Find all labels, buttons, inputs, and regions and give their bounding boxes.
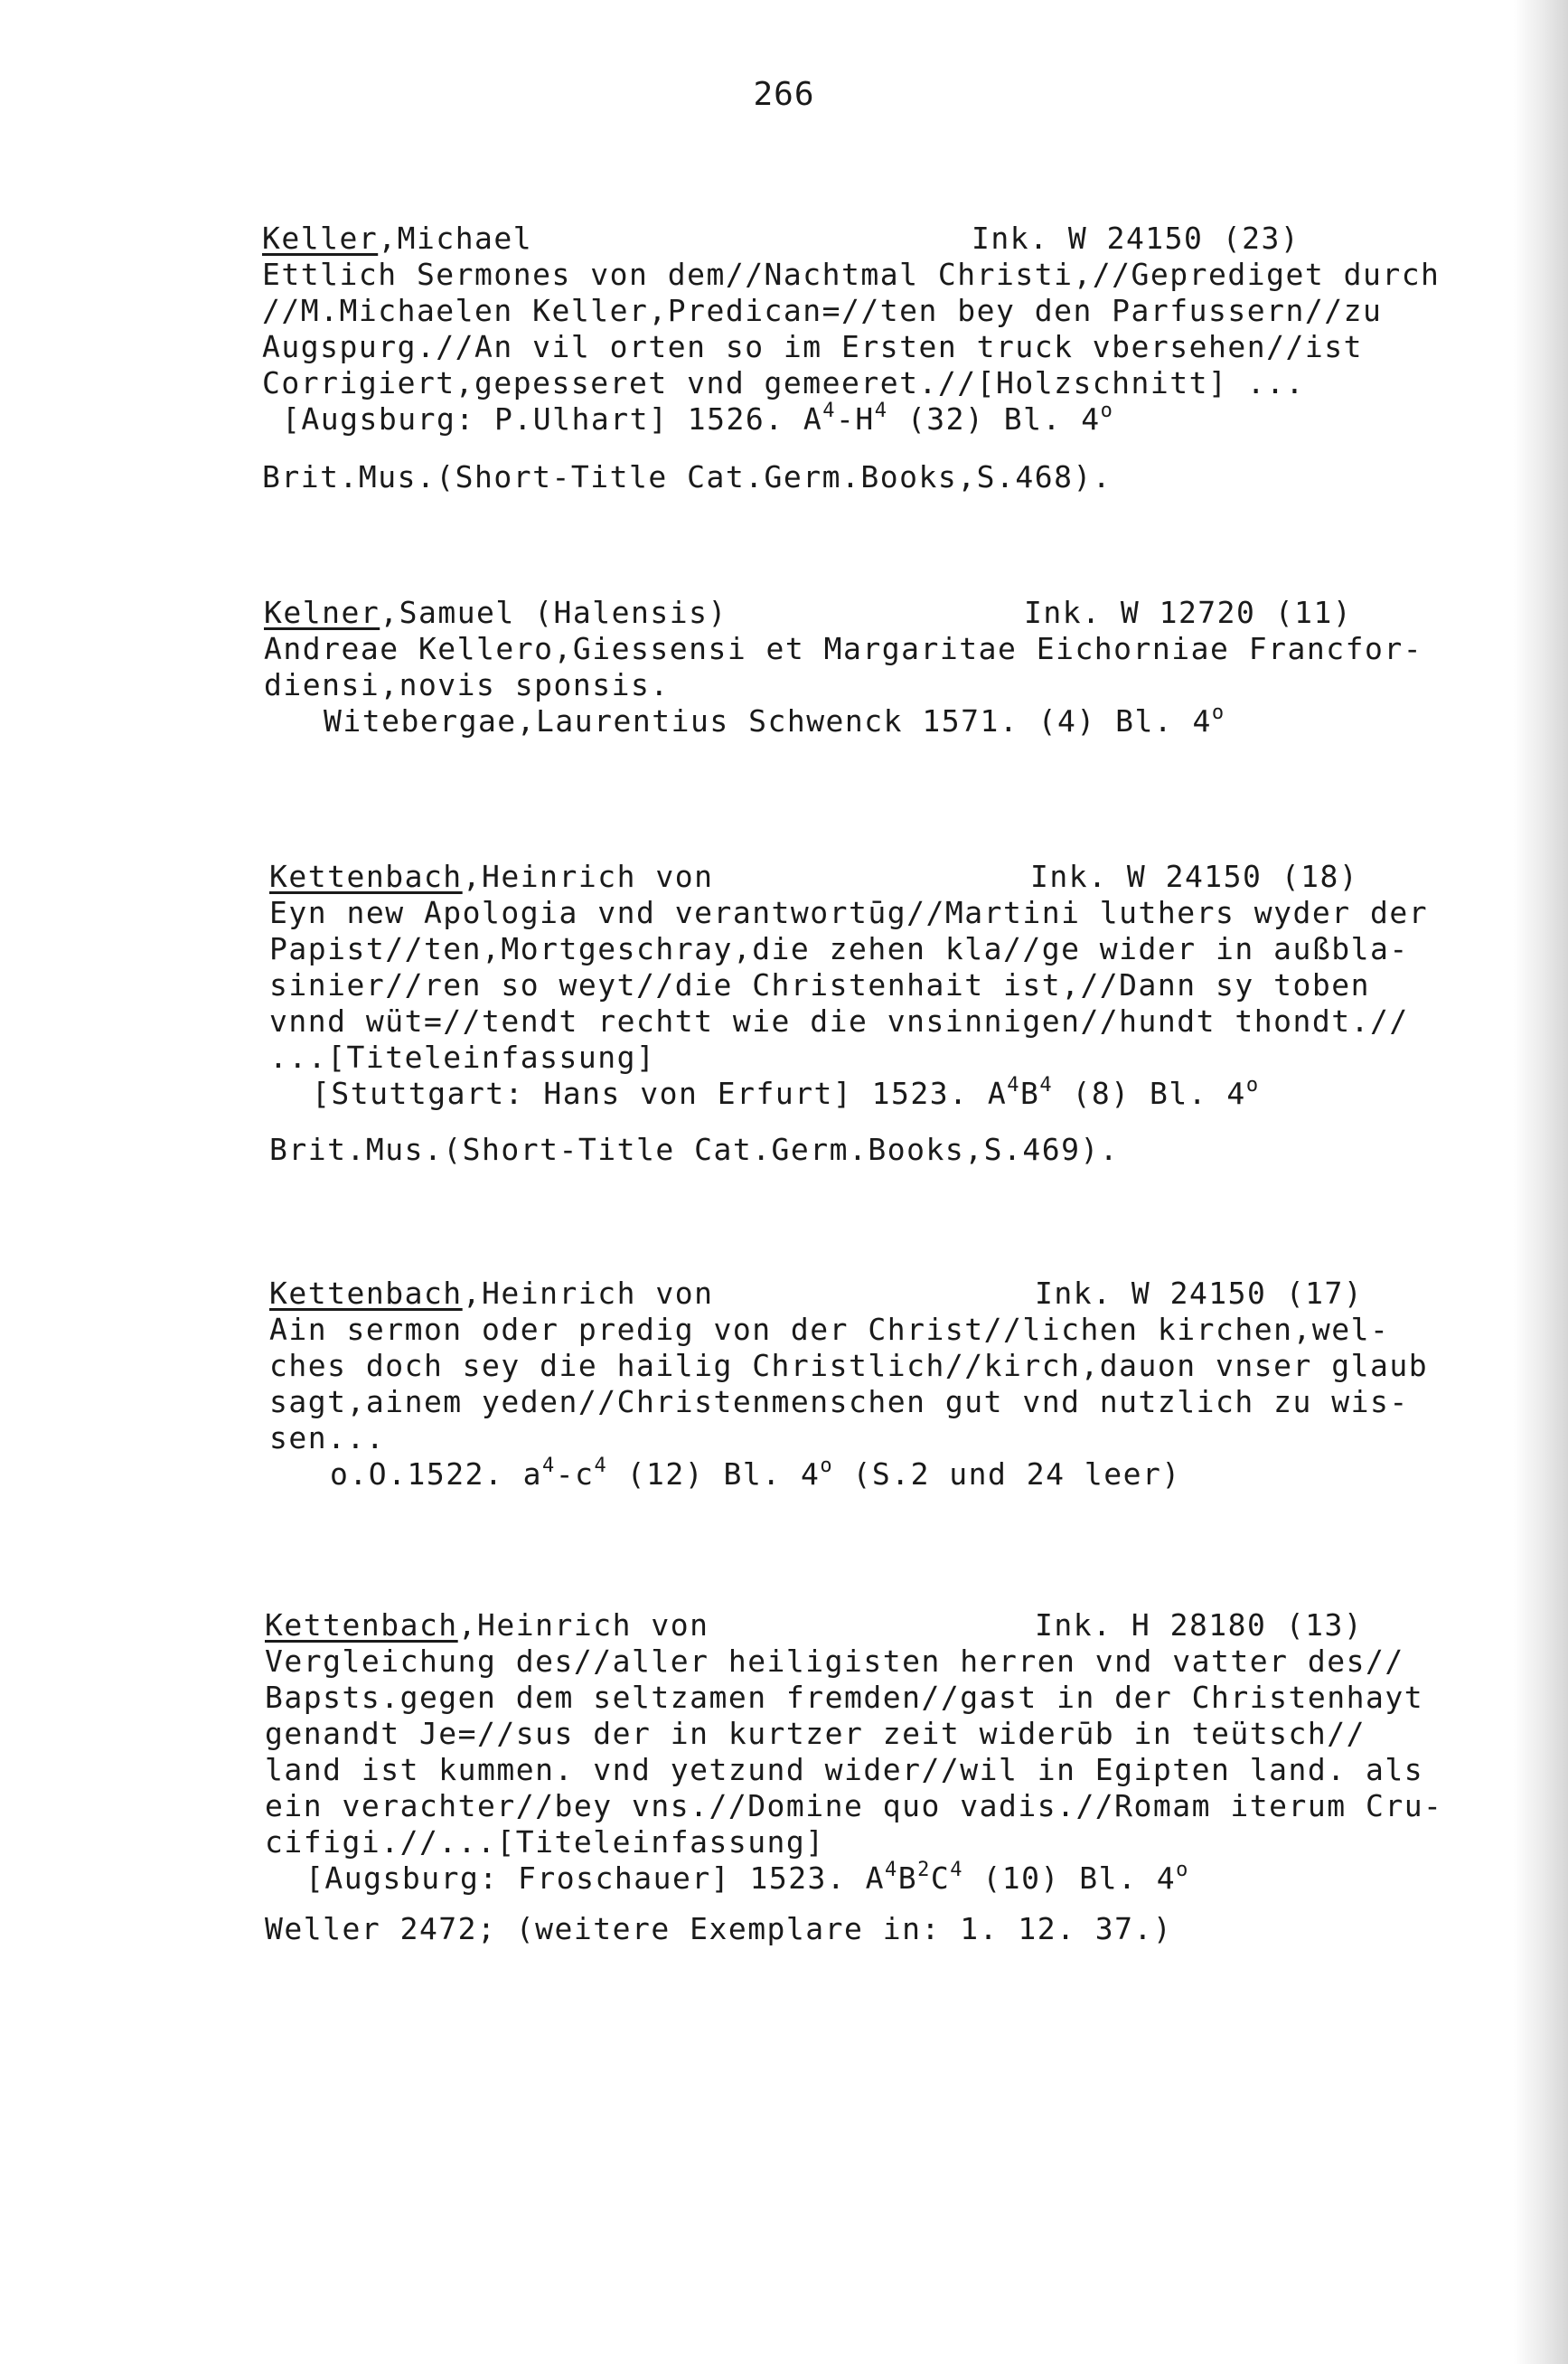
title-line: ein verachter//bey vns.//Domine quo vadis.//Romam iterum Cru- (265, 1788, 1443, 1823)
author-given-name: ,Samuel (Halensis) (380, 595, 728, 630)
author-given-name: ,Heinrich von (462, 1276, 714, 1311)
imprint: o.O.1522. $a^4-c^4$ (12) Bl. 4$^o$ (S.2 und 24 leer) (330, 1455, 1181, 1492)
title-line: Andreae Kellero,Giessensi et Margaritae Eichorniae Francfor- (264, 631, 1423, 666)
library-reference: Brit.Mus.(Short-Title Cat.Germ.Books,S.468). (262, 459, 1113, 494)
title-line: Papist//ten,Mortgeschray,die zehen kla//ge wider in außbla- (269, 931, 1409, 966)
title-line: sen... (269, 1420, 386, 1455)
entry-author (265, 1607, 709, 1643)
author-given-name: ,Michael (378, 221, 533, 256)
entry-author (269, 859, 713, 895)
ink-reference: Ink. W 24150 (23) (972, 221, 1300, 256)
title-line: Ain sermon oder predig von der Christ//lichen kirchen,wel- (269, 1312, 1390, 1347)
author-surname: Keller (262, 221, 379, 256)
title-line: ...[Titeleinfassung] (269, 1040, 656, 1075)
page-number: 266 (753, 76, 815, 113)
title-line: diensi,novis sponsis. (264, 667, 670, 702)
title-line: Vergleichung des//aller heiligisten herren vnd vatter des// (265, 1643, 1404, 1679)
title-line: cifigi.//...[Titeleinfassung] (265, 1824, 825, 1860)
ink-reference: Ink. W 12720 (11) (1024, 595, 1353, 630)
author-surname: Kettenbach (269, 1276, 463, 1311)
entry-author (262, 221, 532, 257)
author-surname: Kettenbach (269, 859, 463, 894)
title-line: Eyn new Apologia vnd verantwortūg//Martini luthers wyder der (269, 895, 1429, 930)
author-given-name: ,Heinrich von (462, 859, 714, 894)
title-line: sinier//ren so weyt//die Christenhait ist,//Dann sy toben (269, 967, 1370, 1003)
ink-reference: Ink. W 24150 (18) (1030, 859, 1359, 894)
title-line: ches doch sey die hailig Christlich//kirch,dauon vnser glaub (269, 1348, 1429, 1383)
title-line: genandt Je=//sus der in kurtzer zeit widerūb in teütsch// (265, 1716, 1366, 1751)
entry-author (264, 595, 728, 631)
ink-reference: Ink. H 28180 (13) (1035, 1607, 1364, 1643)
title-line: Corrigiert,gepesseret vnd gemeeret.//[Holzschnitt] ... (262, 365, 1305, 400)
author-surname: Kelner (264, 595, 380, 630)
imprint: [Augsburg: P.Ulhart] 1526. $A^4-H^4$ (32) Bl. 4$^o$ (282, 400, 1114, 437)
title-line: Bapsts.gegen dem seltzamen fremden//gast in der Christenhayt (265, 1680, 1424, 1715)
title-line: Ettlich Sermones von dem//Nachtmal Christi,//Geprediget durch (262, 257, 1441, 292)
library-reference: Brit.Mus.(Short-Title Cat.Germ.Books,S.469). (269, 1132, 1120, 1167)
imprint: [Stuttgart: Hans von Erfurt] 1523. $A^4B^4$ (8) Bl. 4$^o$ (312, 1074, 1260, 1111)
title-line: //M.Michaelen Keller,Predican=//ten bey den Parfussern//zu (262, 293, 1383, 328)
author-surname: Kettenbach (265, 1607, 458, 1643)
title-line: Augspurg.//An vil orten so im Ersten truck vbersehen//ist (262, 329, 1363, 364)
title-line: land ist kummen. vnd yetzund wider//wil in Egipten land. als (265, 1752, 1424, 1787)
imprint: [Augsburg: Froschauer] 1523. $A^4B^2C^4$ (10) Bl. 4$^o$ (305, 1859, 1189, 1896)
library-reference: Weller 2472; (weitere Exemplare in: 1. 12. 37.) (265, 1911, 1173, 1946)
page-edge-shadow (1514, 0, 1568, 2364)
author-given-name: ,Heinrich von (457, 1607, 709, 1643)
title-line: vnnd wüt=//tendt rechtt wie die vnsinnigen//hundt thondt.// (269, 1003, 1409, 1039)
title-line: sagt,ainem yeden//Christenmenschen gut vnd nutzlich zu wis- (269, 1384, 1409, 1419)
imprint: Witebergae,Laurentius Schwenck 1571. (4) Bl. 4$^o$ (324, 702, 1225, 739)
ink-reference: Ink. W 24150 (17) (1035, 1276, 1364, 1311)
entry-author (269, 1276, 713, 1312)
